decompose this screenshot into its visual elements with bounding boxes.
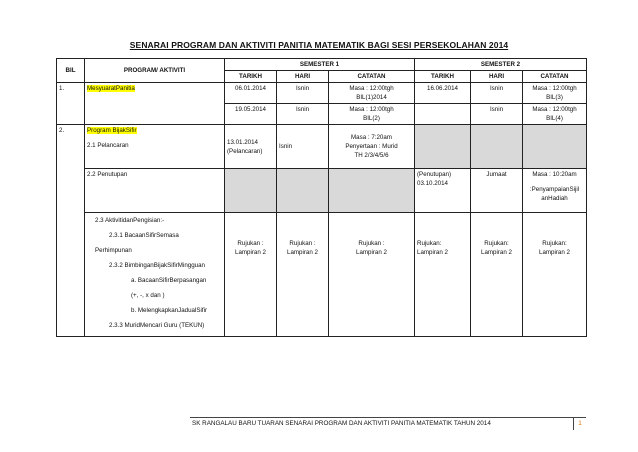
- sub-activity: 2.1 Pelancaran: [87, 142, 129, 149]
- sem2-note-empty: [523, 125, 587, 169]
- header-row-semester: [57, 59, 587, 71]
- sem1-note: [329, 104, 415, 125]
- sem1-note: [329, 125, 415, 169]
- ref-line: Lampiran 2: [417, 249, 448, 256]
- note-line: Masa : 12:00tgh: [532, 85, 577, 92]
- table-row: [57, 83, 587, 104]
- header-catatan-2: CATATAN: [523, 71, 587, 83]
- note-line: TH 2/3/4/5/6: [354, 152, 389, 159]
- note-line: anHadiah: [541, 195, 568, 202]
- table-row: [57, 213, 587, 337]
- ref-line: Lampiran 2: [481, 249, 512, 256]
- note-line: Masa : 7:20am: [351, 134, 392, 141]
- note-line: :PenyampaianSijil: [529, 186, 580, 193]
- sem1-date: 06.01.2014: [225, 83, 277, 104]
- sem1-note-empty: [329, 169, 415, 213]
- sem1-day: Isnin: [277, 104, 329, 125]
- activity-list: [85, 213, 225, 337]
- activity-line: 2.3.3 MuridMencari Guru (TEKUN): [109, 322, 205, 329]
- document-title: SENARAI PROGRAM DAN AKTIVITI PANITIA MATEMATIK BAGI SESI PERSEKOLAHAN 2014: [129, 40, 509, 50]
- sem1-day: Isnin: [277, 83, 329, 104]
- sem1-note-ref: [329, 213, 415, 337]
- header-catatan-1: CATATAN: [329, 71, 415, 83]
- program-name: [85, 125, 225, 169]
- sem2-note: [523, 169, 587, 213]
- ref-line: Rujukan:: [542, 240, 567, 247]
- sem2-date-empty: [415, 125, 471, 169]
- ref-line: Rujukan :: [358, 240, 385, 247]
- activity-line: 2.3.1 BacaanSifirSemasa: [109, 232, 179, 239]
- program-name-highlight: Program BijakSifir: [87, 127, 137, 134]
- sem1-date-ref: [225, 213, 277, 337]
- sub-activity: 2.2 Penutupan: [85, 169, 225, 213]
- sem2-note: [523, 104, 587, 125]
- sem2-date-ref: [415, 213, 471, 337]
- header-bil: BIL: [57, 59, 85, 83]
- sem1-day-empty: [277, 169, 329, 213]
- ref-line: Lampiran 2: [356, 249, 387, 256]
- note-line: Penyertaan : Murid: [345, 143, 398, 150]
- header-hari-1: HARI: [277, 71, 329, 83]
- activity-line: b. MelengkapkanJadualSifir: [131, 307, 208, 314]
- program-name: [85, 83, 225, 125]
- sem1-date: [225, 125, 277, 169]
- ref-line: Lampiran 2: [287, 249, 318, 256]
- sem1-day: Isnin: [277, 125, 329, 169]
- sem2-date: 16.06.2014: [415, 83, 471, 104]
- table-row: [57, 125, 587, 169]
- note-line: Masa : 10:20am: [532, 171, 577, 178]
- ref-line: Rujukan :: [289, 240, 316, 247]
- sem2-day: Jumaat: [471, 169, 523, 213]
- date-line: (Penutupan): [417, 171, 452, 178]
- note-line: BIL(2): [363, 115, 380, 122]
- program-name-highlight: MesyuaratPanitia: [87, 85, 135, 92]
- header-program: PROGRAM/ AKTIVITI: [85, 59, 225, 83]
- table-row: [57, 169, 587, 213]
- row-number: 1.: [57, 83, 85, 125]
- activity-line: (+, -, x dan ): [131, 292, 165, 299]
- ref-line: Rujukan:: [417, 240, 442, 247]
- schedule-table: [56, 58, 587, 337]
- ref-line: Rujukan :: [237, 240, 264, 247]
- sem1-date: 19.05.2014: [225, 104, 277, 125]
- ref-line: Rujukan:: [484, 240, 509, 247]
- date-line: 03.10.2014: [417, 180, 448, 187]
- sem2-day: Isnin: [471, 104, 523, 125]
- page-footer: [190, 417, 586, 430]
- activity-line: 2.3 AktivitidanPengisian:-: [95, 217, 165, 224]
- sem2-date: [415, 169, 471, 213]
- note-line: BIL(3): [546, 94, 563, 101]
- activity-line: Perhimpunan: [95, 247, 132, 254]
- sem1-note: [329, 83, 415, 104]
- sem2-note-ref: [523, 213, 587, 337]
- header-hari-2: HARI: [471, 71, 523, 83]
- activity-line: a. BacaanSifirBerpasangan: [131, 277, 207, 284]
- note-line: Masa : 12:00tgh: [349, 85, 394, 92]
- note-line: Masa : 12:00tgh: [532, 106, 577, 113]
- sem1-day-ref: [277, 213, 329, 337]
- activity-line: 2.3.2 BimbinganBijakSifirMingguan: [109, 262, 205, 269]
- ref-line: Lampiran 2: [235, 249, 266, 256]
- date-line: 13.01.2014: [227, 138, 258, 146]
- ref-line: Lampiran 2: [539, 249, 570, 256]
- sem2-date: [415, 104, 471, 125]
- sem2-day-empty: [471, 125, 523, 169]
- row-number: 2.: [57, 125, 85, 337]
- page-number: 1: [573, 418, 586, 430]
- sem1-date-empty: [225, 169, 277, 213]
- sem2-day-ref: [471, 213, 523, 337]
- note-line: BIL(4): [546, 115, 563, 122]
- footer-text: SK RANGALAU BARU TUARAN SENARAI PROGRAM DAN AKTIVITI PANITIA MATEMATIK TAHUN 2014: [192, 420, 491, 427]
- header-semester-2: SEMESTER 2: [415, 59, 587, 71]
- sem2-day: Isnin: [471, 83, 523, 104]
- note-line: BIL(1)2014: [356, 94, 387, 101]
- sem2-note: [523, 83, 587, 104]
- header-tarikh-2: TARIKH: [415, 71, 471, 83]
- note-line: Masa : 12:00tgh: [349, 106, 394, 113]
- header-tarikh-1: TARIKH: [225, 71, 277, 83]
- date-line: (Pelancaran): [227, 147, 263, 155]
- header-semester-1: SEMESTER 1: [225, 59, 415, 71]
